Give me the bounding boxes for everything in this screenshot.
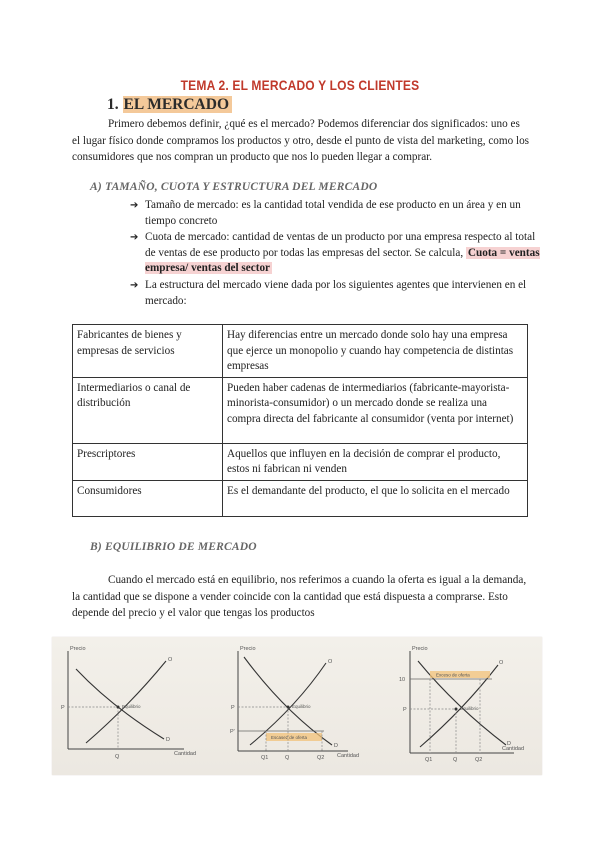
equilibrium-text: Cuando el mercado está en equilibrio, nos referimos a cuando la oferta es igual a la demanda, la cantidad que se dispone a vender coincide con la cantidad que está dispuesta a comprarse. Esto depende del precio y el valor que tengas los productos bbox=[72, 574, 527, 619]
intro-text: Primero debemos definir, ¿qué es el mercado? Podemos diferenciar dos significados: uno es el lugar físico donde compramos los productos y otro, desde el punto de vista del marketing, como los consumidores que nos compran un producto que nos lo pueden llegar a comprar. bbox=[72, 118, 530, 163]
section-number: 1. bbox=[107, 96, 119, 113]
section-heading bbox=[107, 96, 232, 114]
table-row bbox=[73, 377, 528, 443]
q-label: Q bbox=[285, 755, 290, 761]
bullet-text: Tamaño de mercado: es la cantidad total vendida de ese producto en un área y en un tiempo concreto bbox=[145, 199, 521, 227]
agent-cell: Consumidores bbox=[73, 480, 223, 516]
price-label: P bbox=[403, 707, 407, 713]
subsection-b-heading: B) EQUILIBRIO DE MERCADO bbox=[90, 541, 257, 553]
demand-label: D bbox=[507, 741, 511, 747]
graph-surplus bbox=[399, 646, 524, 763]
bullet-text: La estructura del mercado viene dada por los siguientes agentes que intervienen en el mercado: bbox=[145, 279, 527, 307]
subsection-a-heading: A) TAMAÑO, CUOTA Y ESTRUCTURA DEL MERCADO bbox=[90, 181, 378, 193]
section-title: EL MERCADO bbox=[123, 96, 233, 113]
description-cell: Es el demandante del producto, el que lo solicita en el mercado bbox=[223, 480, 528, 516]
figures-svg bbox=[52, 637, 542, 775]
equilibrium-paragraph bbox=[72, 572, 530, 622]
shortage-label: Escasez de oferta bbox=[271, 735, 308, 740]
price-label: P bbox=[231, 705, 235, 711]
demand-label: D bbox=[166, 737, 170, 743]
arrow-icon: ➔ bbox=[130, 200, 139, 211]
q2-label: Q2 bbox=[317, 755, 325, 761]
surplus-label: Exceso de oferta bbox=[436, 672, 470, 678]
supply-label: O bbox=[499, 660, 504, 666]
equilibrium-label: Equilibrio bbox=[292, 704, 311, 709]
market-agents-table bbox=[72, 324, 528, 517]
agent-cell: Fabricantes de bienes y empresas de servicios bbox=[73, 325, 223, 378]
cuota-formula: Cuota = ventas empresa/ ventas del sector bbox=[145, 246, 540, 274]
q2-label: Q2 bbox=[475, 757, 483, 763]
y-axis-label: Precio bbox=[70, 646, 86, 652]
bullet-text bbox=[145, 230, 540, 277]
description-cell: Hay diferencias entre un mercado donde solo hay una empresa que ejerce un monopolio y cuando hay competencia de distintas empresas bbox=[223, 325, 528, 378]
bullet-cuota bbox=[130, 230, 540, 277]
q1-label: Q1 bbox=[425, 757, 433, 763]
price-label: P bbox=[61, 705, 65, 711]
x-axis-label: Cantidad bbox=[502, 746, 525, 752]
arrow-icon: ➔ bbox=[130, 280, 139, 291]
table-row bbox=[73, 480, 528, 516]
x-axis-label: Cantidad bbox=[337, 753, 360, 759]
supply-demand-figures bbox=[52, 637, 542, 775]
q1-label: Q1 bbox=[261, 755, 269, 761]
supply-label: O bbox=[168, 657, 173, 663]
description-cell: Pueden haber cadenas de intermediarios (fabricante-mayorista-minorista-consumidor) o un mercado donde se realiza una compra directa del fabricante al consumidor (venta por internet) bbox=[223, 377, 528, 443]
cuota-text: Cuota de mercado: cantidad de ventas de un producto por una empresa respecto al total de ventas de ese producto por todas las empresas del sector. Se calcula, bbox=[145, 231, 536, 259]
table-row bbox=[73, 325, 528, 378]
agent-cell: Prescriptores bbox=[73, 443, 223, 480]
y-axis-label: Precio bbox=[412, 646, 428, 652]
q-label: Q bbox=[453, 757, 458, 763]
bullet-tamano bbox=[130, 198, 540, 229]
document-title: TEMA 2. EL MERCADO Y LOS CLIENTES bbox=[180, 77, 420, 93]
description-cell: Aquellos que influyen en la decisión de comprar el producto, estos ni fabrican ni venden bbox=[223, 443, 528, 480]
supply-curve bbox=[86, 661, 166, 743]
supply-label: O bbox=[328, 659, 333, 665]
equilibrium-point bbox=[455, 708, 458, 711]
equilibrium-point bbox=[117, 706, 120, 709]
bullet-estructura bbox=[130, 278, 540, 309]
graph-shortage bbox=[230, 646, 359, 761]
demand-label: D bbox=[334, 743, 338, 749]
agent-cell: Intermediarios o canal de distribución bbox=[73, 377, 223, 443]
intro-paragraph bbox=[72, 116, 530, 166]
equilibrium-label: Equilibrio bbox=[460, 706, 479, 711]
equilibrium-label: Equilibrio bbox=[122, 704, 141, 709]
high-price-label: 10 bbox=[399, 677, 406, 683]
equilibrium-point bbox=[287, 706, 290, 709]
low-price-label: P' bbox=[230, 729, 235, 735]
table-row bbox=[73, 443, 528, 480]
y-axis-label: Precio bbox=[240, 646, 256, 652]
x-axis-label: Cantidad bbox=[174, 751, 197, 757]
quantity-label: Q bbox=[115, 754, 120, 760]
arrow-icon: ➔ bbox=[130, 232, 139, 243]
graph-equilibrium bbox=[61, 646, 196, 760]
